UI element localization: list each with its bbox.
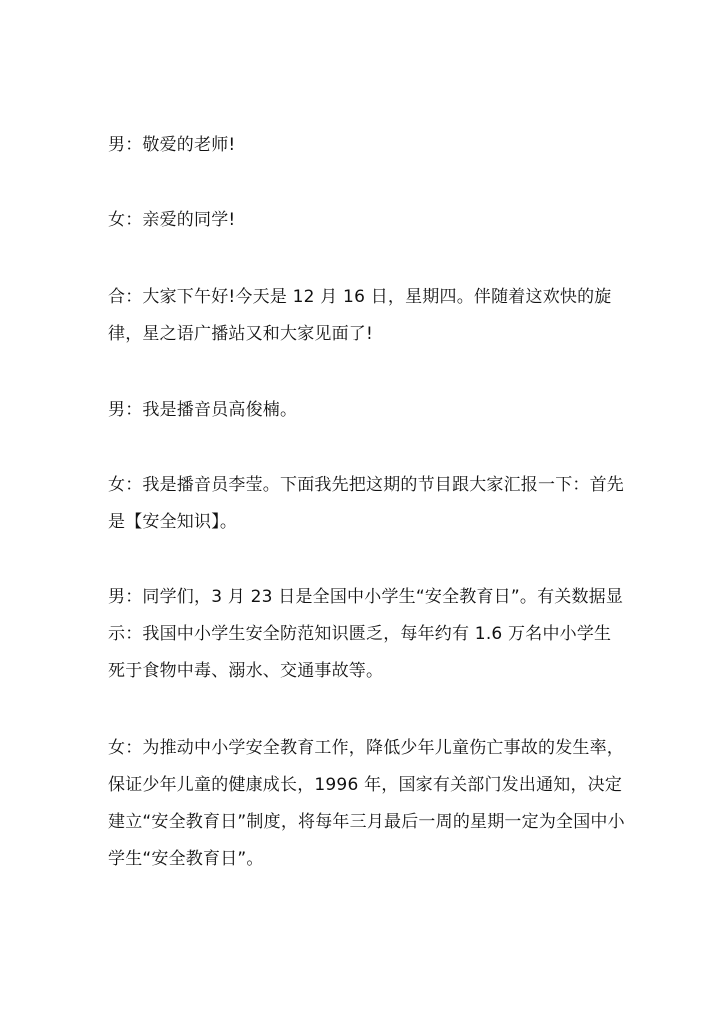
paragraph-male-intro: 男：我是播音员高俊楠。 [108, 400, 298, 420]
paragraph-safety-day: 男：同学们，3 月 23 日是全国中小学生“安全教育日”。有关数据显示：我国中小学生安全防范知识匮乏，每年约有 1.6 万名中小学生死于食物中毒、溺水、交通事故等。 [108, 587, 624, 681]
paragraph-joint-greeting: 合：大家下午好!今天是 12 月 16 日，星期四。伴随着这欢快的旋律，星之语广播站又和大家见面了! [108, 287, 612, 344]
paragraph-female-greeting: 女：亲爱的同学! [108, 210, 236, 230]
paragraph-female-intro: 女：我是播音员李莹。下面我先把这期的节目跟大家汇报一下：首先是【安全知识】。 [108, 475, 624, 532]
paragraph-male-greeting: 男：敬爱的老师! [108, 135, 236, 155]
paragraph-safety-policy: 女：为推动中小学安全教育工作，降低少年儿童伤亡事故的发生率，保证少年儿童的健康成长，1996 年，国家有关部门发出通知，决定建立“安全教育日”制度，将每年三月最后一周的星期一定为全国中小学生“安全教育日”。 [108, 738, 625, 869]
